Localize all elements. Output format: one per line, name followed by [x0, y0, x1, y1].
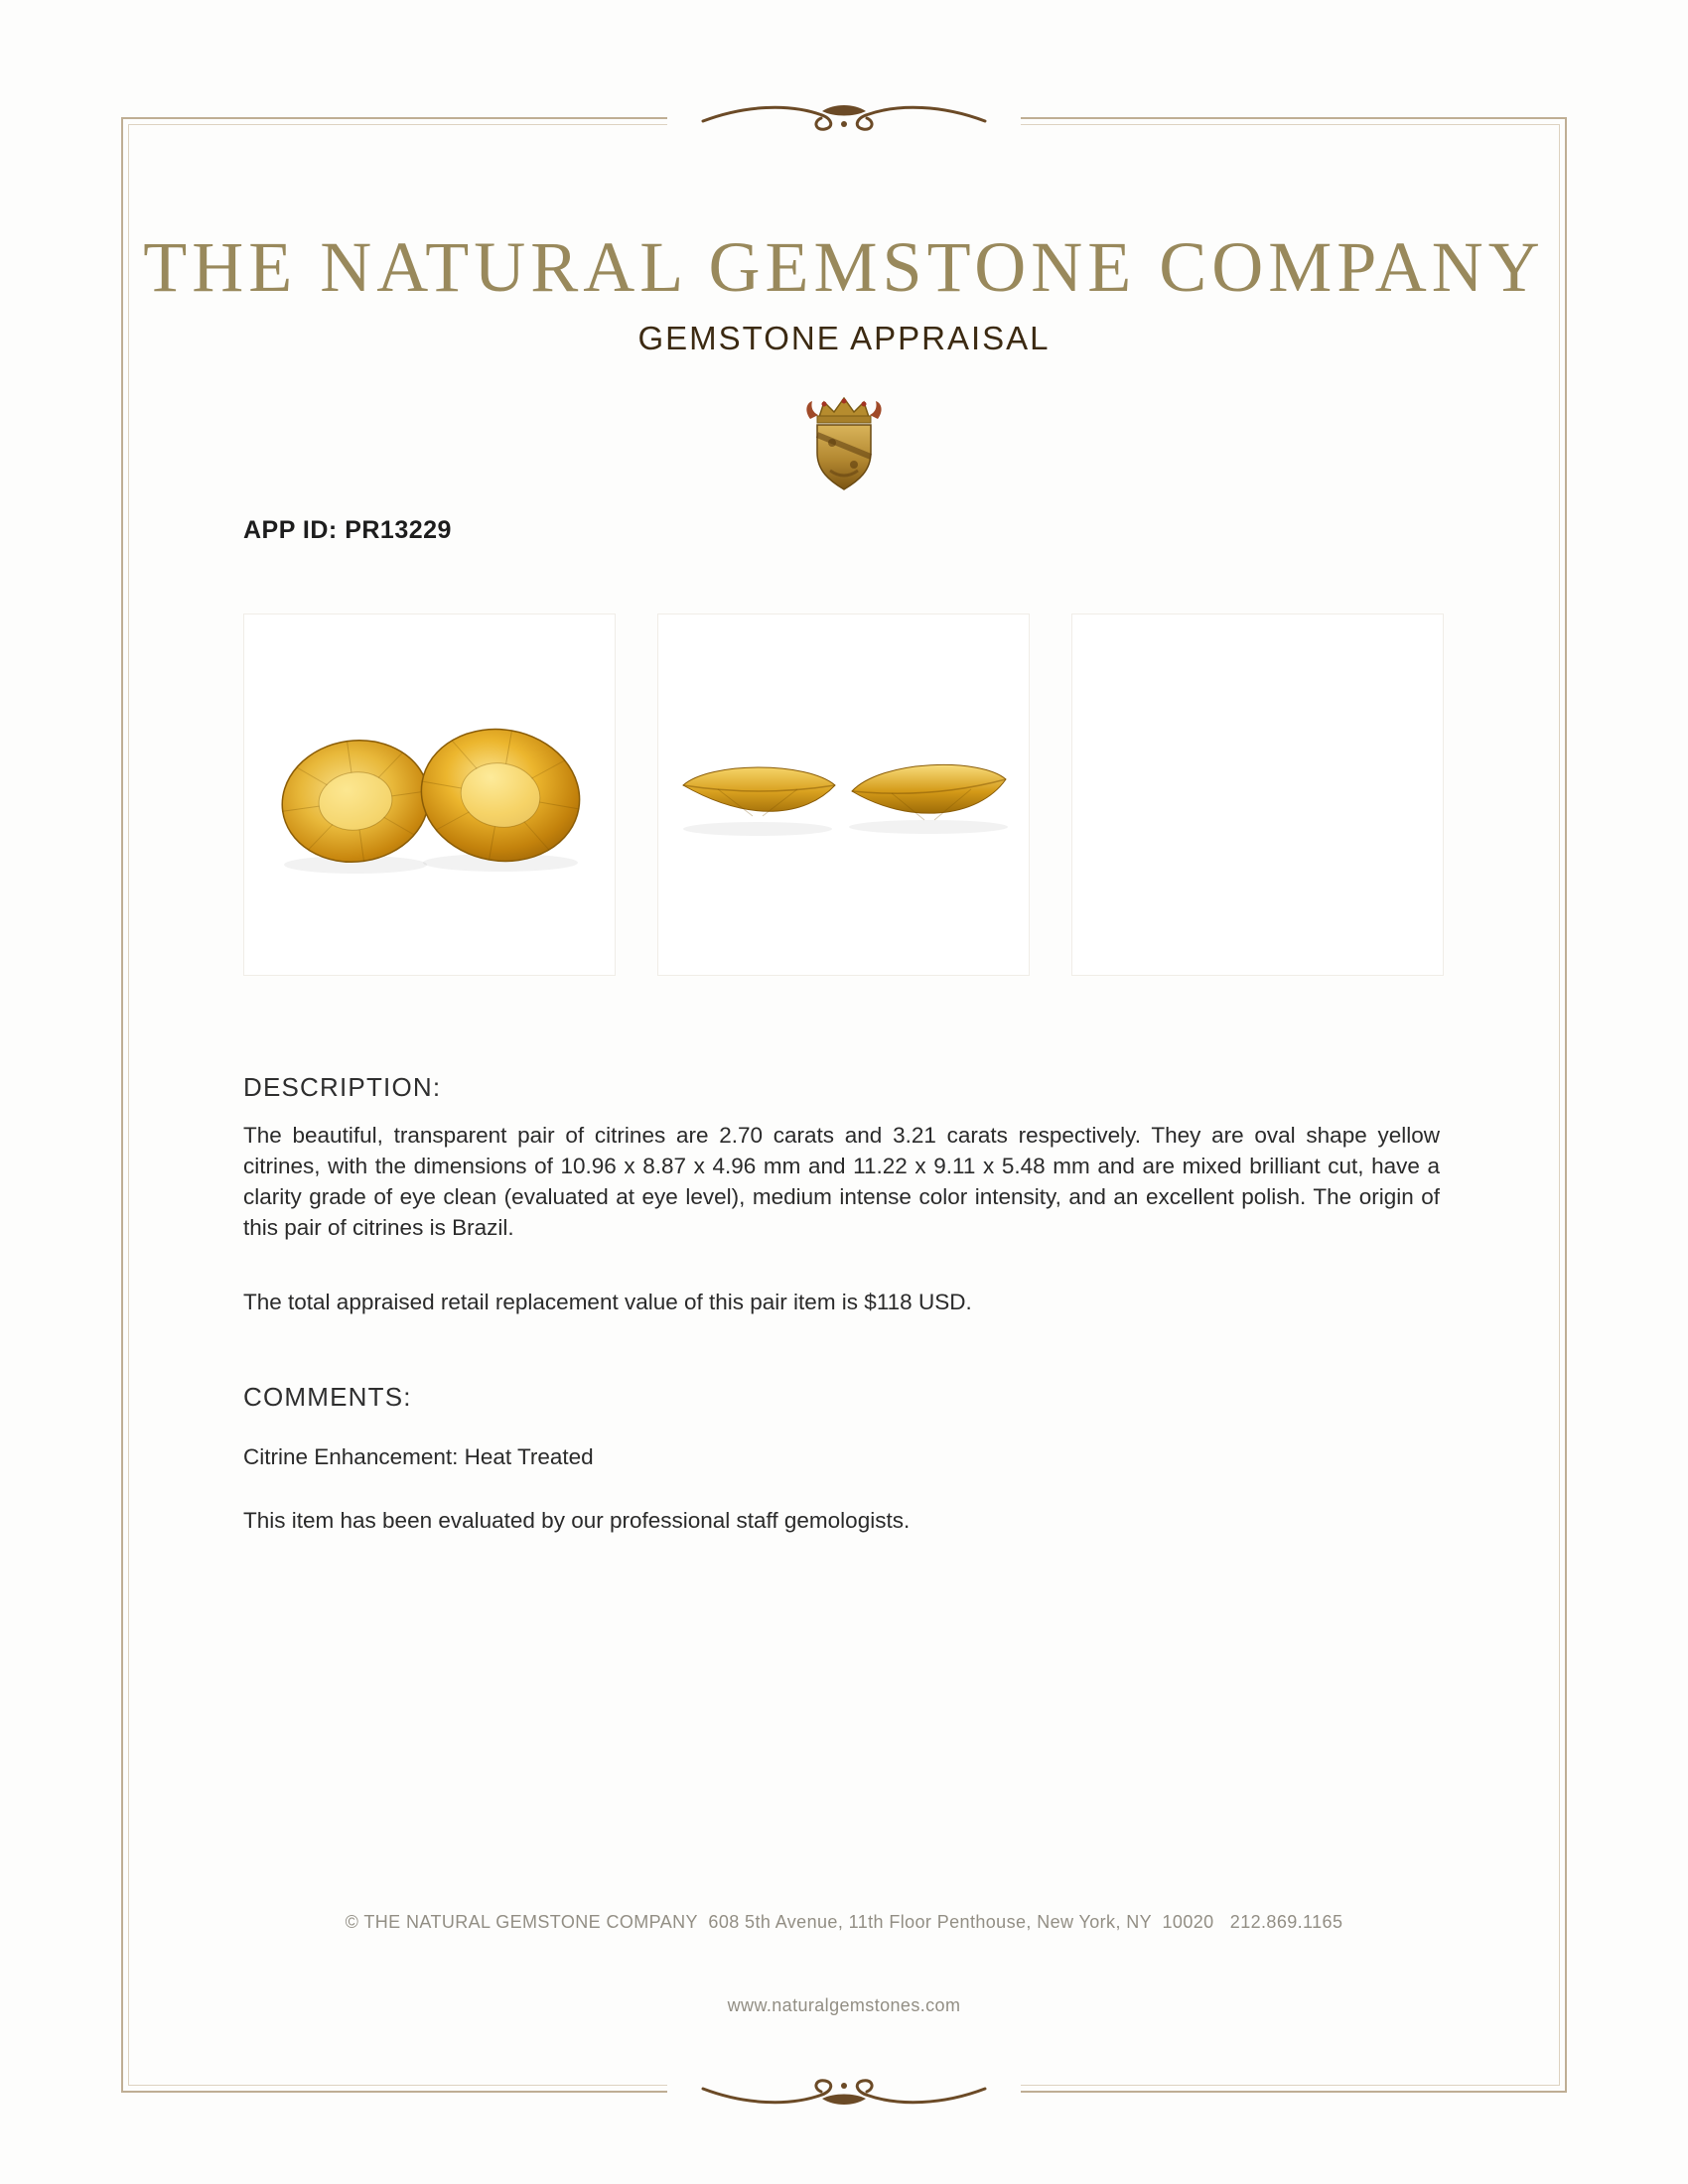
- bottom-flourish-ornament: [667, 2071, 1021, 2115]
- gem-photo-side-view: [657, 614, 1030, 976]
- footer-website: www.naturalgemstones.com: [727, 1995, 961, 2015]
- flourish-icon: [695, 2071, 993, 2115]
- footer-address-line: © THE NATURAL GEMSTONE COMPANY 608 5th Avenue, 11th Floor Penthouse, New York, NY 10020 212.869.1165: [345, 1912, 1343, 1932]
- citrine-pair-top-view-image: [244, 614, 615, 975]
- crest-shield-icon: [800, 393, 888, 502]
- gem-photo-empty: [1071, 614, 1444, 976]
- description-heading: DESCRIPTION:: [243, 1072, 442, 1102]
- flourish-icon: [695, 95, 993, 139]
- app-id-label: APP ID:: [243, 516, 338, 544]
- company-crest-logo: [800, 393, 888, 502]
- appraised-value-line: The total appraised retail replacement value of this pair item is $118 USD.: [243, 1290, 972, 1314]
- company-name: THE NATURAL GEMSTONE COMPANY: [143, 227, 1545, 307]
- enhancement-comment: Citrine Enhancement: Heat Treated: [243, 1444, 594, 1469]
- evaluation-comment: This item has been evaluated by our professional staff gemologists.: [243, 1508, 911, 1533]
- footer: [0, 1852, 1688, 2075]
- gem-photo-top-view: [243, 614, 616, 976]
- description-paragraph: The beautiful, transparent pair of citrines are 2.70 carats and 3.21 carats respectively. They are oval shape yellow citrines, with the dimensions of 10.96 x 8.87 x 4.96 mm and 11.22 x 9.11 x 5.48 mm and are mixed brilliant cut, have a clarity grade of eye clean (evaluated at eye level), medium intense color intensity, and an excellent polish. The origin of this pair of citrines is Brazil.: [243, 1123, 1440, 1240]
- comments-heading: COMMENTS:: [243, 1382, 412, 1412]
- document-type-title: GEMSTONE APPRAISAL: [637, 320, 1051, 356]
- app-id-value: PR13229: [345, 516, 452, 544]
- top-flourish-ornament: [667, 95, 1021, 139]
- citrine-pair-side-view-image: [658, 614, 1029, 975]
- app-id: [243, 516, 452, 545]
